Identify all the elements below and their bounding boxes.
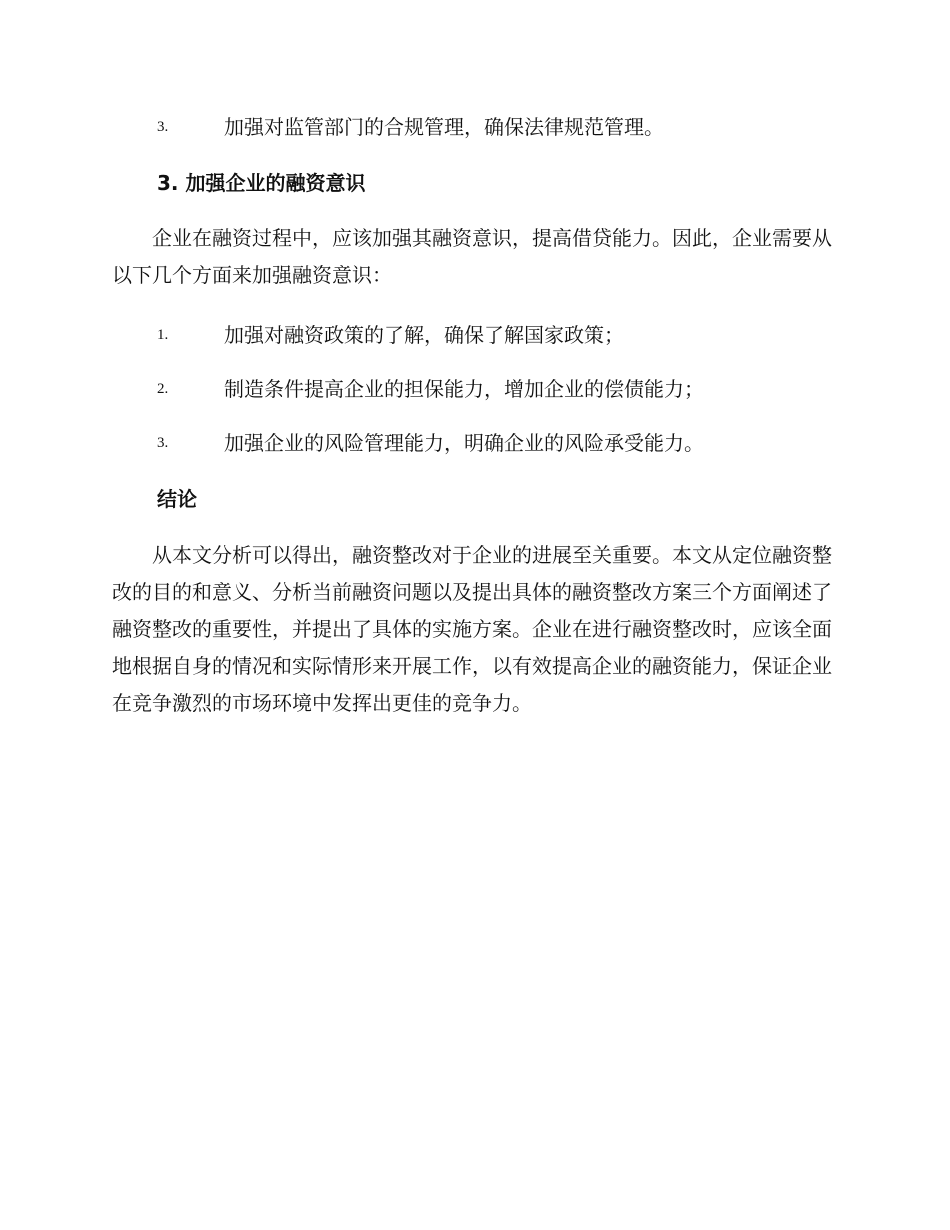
list-text: 制造条件提高企业的担保能力，增加企业的偿债能力； (224, 377, 704, 401)
list-number: 1. (157, 327, 169, 343)
section-paragraph: 企业在融资过程中，应该加强其融资意识，提高借贷能力。因此，企业需要从以下几个方面来加强融资意识： (112, 226, 832, 287)
section-heading: 3. 加强企业的融资意识 (157, 171, 366, 195)
list-text: 加强对融资政策的了解，确保了解国家政策； (224, 323, 624, 347)
list-number: 2. (157, 381, 169, 397)
list-text: 加强对监管部门的合规管理，确保法律规范管理。 (224, 115, 664, 139)
list-item (0, 318, 950, 352)
list-number: 3. (157, 119, 169, 135)
list-text: 加强企业的风险管理能力，明确企业的风险承受能力。 (224, 431, 704, 455)
list-item (0, 426, 950, 460)
list-item (0, 110, 950, 144)
conclusion-heading: 结论 (157, 487, 197, 511)
conclusion-paragraph: 从本文分析可以得出，融资整改对于企业的进展至关重要。本文从定位融资整改的目的和意义、分析当前融资问题以及提出具体的融资整改方案三个方面阐述了融资整改的重要性，并提出了具体的实施方案。企业在进行融资整改时，应该全面地根据自身的情况和实际情形来开展工作，以有效提高企业的融资能力，保证企业在竞争激烈的市场环境中发挥出更佳的竞争力。 (112, 543, 832, 715)
list-item (0, 372, 950, 406)
list-number: 3. (157, 435, 169, 451)
